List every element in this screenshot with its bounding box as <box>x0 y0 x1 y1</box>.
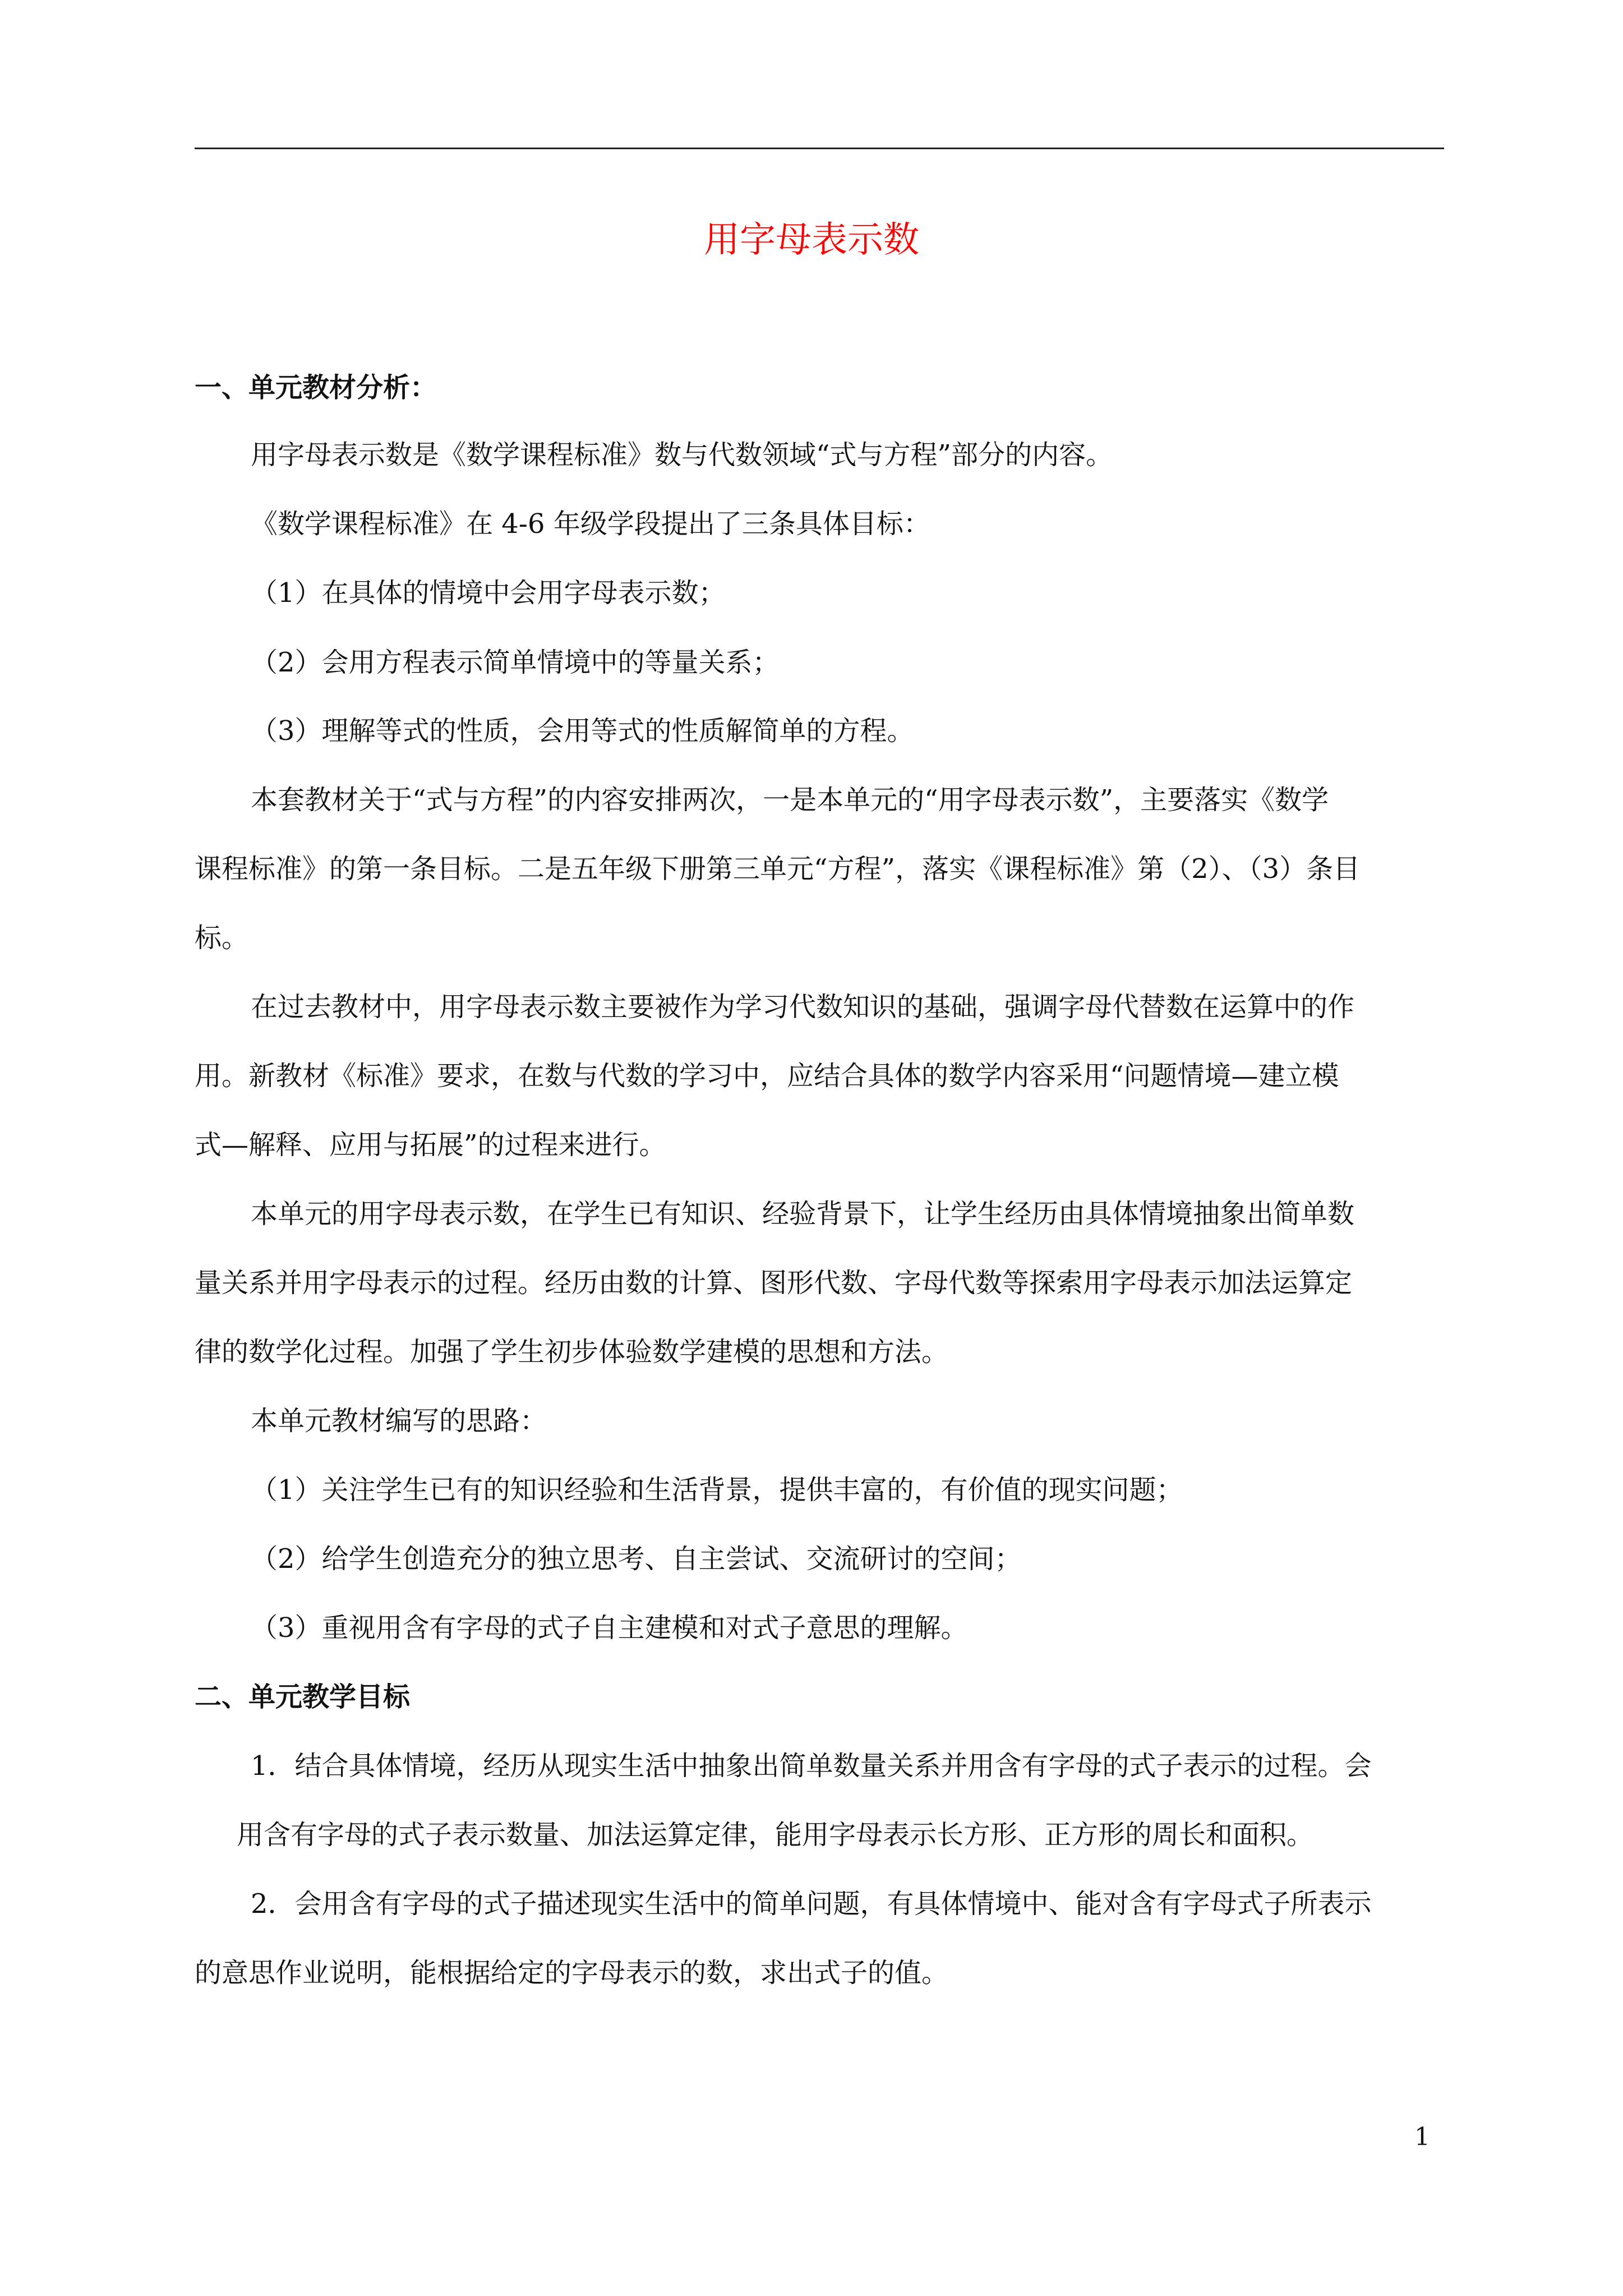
paragraph-line: 式—解释、应用与拓展”的过程来进行。 <box>195 1129 666 1161</box>
header-rule <box>195 148 1444 149</box>
list-item-line: （2）会用方程表示简单情境中的等量关系； <box>251 647 780 678</box>
list-item-line: （3）重视用含有字母的式子自主建模和对式子意思的理解。 <box>251 1612 968 1644</box>
list-item-line: （2）给学生创造充分的独立思考、自主尝试、交流研讨的空间； <box>251 1543 1022 1575</box>
list-item-line: （1）在具体的情境中会用字母表示数； <box>251 577 726 609</box>
list-item-line: （3）理解等式的性质，会用等式的性质解简单的方程。 <box>251 715 914 747</box>
paragraph-line: 用字母表示数是《数学课程标准》数与代数领域“式与方程”部分的内容。 <box>251 439 1113 471</box>
goal-item-line: 的意思作业说明，能根据给定的字母表示的数，求出式子的值。 <box>195 1957 949 1989</box>
paragraph-line: 本单元的用字母表示数，在学生已有知识、经验背景下，让学生经历由具体情境抽象出简单数 <box>251 1198 1355 1230</box>
paragraph-line: 量关系并用字母表示的过程。经历由数的计算、图形代数、字母代数等探索用字母表示加法运算定 <box>195 1267 1353 1299</box>
goal-item-line: 1．结合具体情境，经历从现实生活中抽象出简单数量关系并用含有字母的式子表示的过程。会 <box>251 1750 1372 1782</box>
paragraph-line: 本单元教材编写的思路： <box>251 1405 547 1437</box>
paragraph-line: 《数学课程标准》在 4-6 年级学段提出了三条具体目标： <box>251 508 930 540</box>
paragraph-line: 本套教材关于“式与方程”的内容安排两次，一是本单元的“用字母表示数”，主要落实《数学 <box>251 784 1329 816</box>
section-heading-1: 一、单元教材分析： <box>195 372 437 403</box>
paragraph-line: 在过去教材中，用字母表示数主要被作为学习代数知识的基础，强调字母代替数在运算中的作 <box>251 991 1355 1023</box>
goal-item-line: 2．会用含有字母的式子描述现实生活中的简单问题，有具体情境中、能对含有字母式子所表示 <box>251 1888 1372 1920</box>
section-heading-2: 二、单元教学目标 <box>195 1681 411 1713</box>
page-number: 1 <box>1414 2123 1430 2151</box>
paragraph-line: 律的数学化过程。加强了学生初步体验数学建模的思想和方法。 <box>195 1336 949 1368</box>
goal-item-line: 用含有字母的式子表示数量、加法运算定律，能用字母表示长方形、正方形的周长和面积。 <box>237 1819 1314 1851</box>
paragraph-line: 标。 <box>195 922 249 954</box>
paragraph-line: 用。新教材《标准》要求，在数与代数的学习中，应结合具体的数学内容采用“问题情境—建立模 <box>195 1060 1339 1092</box>
list-item-line: （1）关注学生已有的知识经验和生活背景，提供丰富的，有价值的现实问题； <box>251 1474 1183 1506</box>
paragraph-line: 课程标准》的第一条目标。二是五年级下册第三单元“方程”，落实《课程标准》第（2）、（3）条目 <box>195 853 1361 885</box>
document-title: 用字母表示数 <box>704 219 919 261</box>
